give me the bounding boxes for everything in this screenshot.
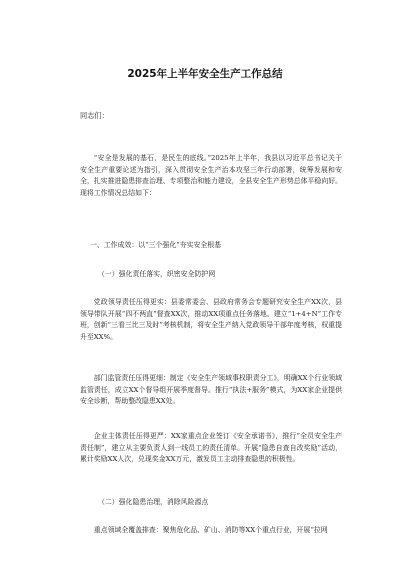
paragraph-party-responsibility: 党政领导责任压得更实：县委常委会、县政府常务会专题研究安全生产XX次，县领导带队开展“四不两直”督查XX次，推动XX项重点任务落地。建立“1+4+N”工作专班，创新“三看三比三及时”考核机制，将安全生产纳入党政领导干部年度考核，权重提升至XX%。 (80, 298, 342, 341)
document-title: 2025年上半年安全生产工作总结 (127, 68, 283, 80)
greeting: 同志们： (80, 111, 109, 120)
subsection-heading-1: （一）强化责任落实，织密安全防护网 (98, 270, 216, 278)
intro-paragraph: “安全是发展的基石，是民生的底线。”2025年上半年，我县以习近平总书记关于安全生产重要论述为指引，深入贯彻安全生产治本攻坚三年行动部署，统筹发展和安全，扎实推进隐患排查治理、专项整治和能力建设，全县安全生产形势总体平稳向好。现将工作情况总结如下： (80, 154, 342, 197)
paragraph-enterprise-responsibility: 企业主体责任压得更严：XX家重点企业签订《安全承诺书》，推行“全员安全生产责任制”，建立从主要负责人到一线员工的责任清单。开展“隐患自查自改奖励”活动，累计奖励XX人次，兑现奖金XX万元，激发员工主动排查隐患的积极性。 (80, 432, 342, 464)
subsection-heading-2: （二）强化隐患治理，消除风险源点 (98, 498, 209, 506)
section-heading-1: 一、工作成效：以“三个强化”夯实安全根基 (90, 241, 222, 249)
paragraph-department-responsibility: 部门监管责任压得更细：制定《安全生产领域事权职责分工》，明确XX个行业领域监管责任，成立XX个督导组开展季度督导。推行“执法+服务”模式，为XX家企业提供安全诊断，帮助整改隐患XX处。 (80, 374, 342, 406)
paragraph-hazard-inspection: 重点领域全覆盖排查：聚焦危化品、矿山、消防等XX个重点行业，开展“拉网 (93, 526, 328, 534)
